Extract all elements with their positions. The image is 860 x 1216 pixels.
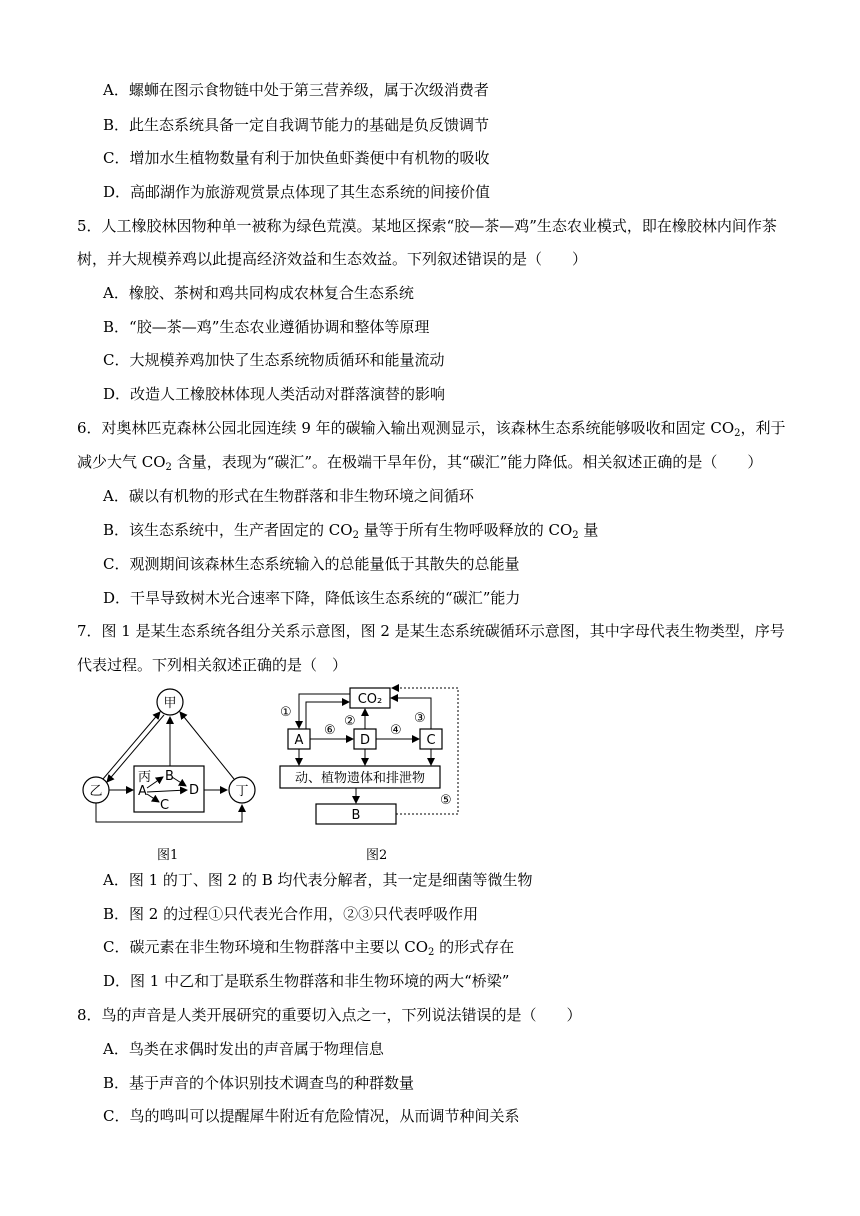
q6-option-b-text3: 量 <box>578 521 599 539</box>
q5-option-a: A．橡胶、茶树和鸡共同构成农林复合生态系统 <box>103 284 414 302</box>
q8-option-b: B．基于声音的个体识别技术调查鸟的种群数量 <box>103 1074 415 1092</box>
q6-option-d: D．干旱导致树木光合速率下降，降低该生态系统的“碳汇”能力 <box>103 589 521 607</box>
fig2-num-2: ② <box>344 714 356 729</box>
q6-stem-line1 <box>77 418 786 438</box>
fig2-num-3: ③ <box>414 711 426 726</box>
q6-option-c: C．观测期间该森林生态系统输入的总能量低于其散失的总能量 <box>103 555 520 573</box>
fig1-label-b: B <box>165 769 174 784</box>
q6-stem-line1-text-b: ，利于 <box>740 419 786 437</box>
figure-1-diagram <box>76 684 266 830</box>
fig2-label-a: A <box>294 733 304 748</box>
fig1-label-ding: 丁 <box>235 784 249 799</box>
fig2-label-c: C <box>426 733 436 748</box>
fig1-label-jia: 甲 <box>163 696 177 711</box>
q5-option-d: D．改造人工橡胶林体现人类活动对群落演替的影响 <box>103 385 446 403</box>
q4-option-a: A．螺蛳在图示食物链中处于第三营养级，属于次级消费者 <box>103 81 489 99</box>
q6-option-b-sub2: 2 <box>572 530 579 541</box>
fig2-num-5: ⑤ <box>440 793 452 808</box>
q7-option-c-text2: 的形式存在 <box>434 938 515 956</box>
q6-option-b-text1: B．该生态系统中，生产者固定的 CO <box>103 521 353 539</box>
q5-stem-line2: 树，并大规模养鸡以此提高经济效益和生态效益。下列叙述错误的是（ ） <box>77 250 588 268</box>
figure-2-diagram <box>276 684 466 830</box>
q7-option-c-text1: C．碳元素在非生物环境和生物群落中主要以 CO <box>103 938 429 956</box>
q6-option-b-text2: 量等于所有生物呼吸释放的 CO <box>358 521 573 539</box>
q5-stem-line1: 5．人工橡胶林因物种单一被称为绿色荒漠。某地区探索“胶—茶—鸡”生态农业模式，即在橡胶林内间作茶 <box>77 217 777 235</box>
q8-stem: 8．鸟的声音是人类开展研究的重要切入点之一，下列说法错误的是（ ） <box>77 1006 582 1024</box>
q4-option-b: B．此生态系统具备一定自我调节能力的基础是负反馈调节 <box>103 116 490 134</box>
fig2-num-4: ④ <box>390 723 402 738</box>
fig2-num-6: ⑥ <box>324 723 336 738</box>
q7-stem-line1: 7．图 1 是某生态系统各组分关系示意图，图 2 是某生态系统碳循环示意图，其中字母代表生物类型，序号 <box>77 622 785 640</box>
fig2-label-d: D <box>359 733 371 748</box>
fig1-label-d: D <box>189 783 200 798</box>
q6-stem-line2 <box>77 452 762 472</box>
q7-option-c-sub: 2 <box>428 947 435 958</box>
fig2-label-remains: 动、植物遗体和排泄物 <box>294 771 426 786</box>
figure-2-caption: 图2 <box>366 848 388 863</box>
q8-option-c: C．鸟的鸣叫可以提醒犀牛附近有危险情况，从而调节种间关系 <box>103 1107 520 1125</box>
q5-option-b: B．“胶—茶—鸡”生态农业遵循协调和整体等原理 <box>103 318 430 336</box>
q5-option-c: C．大规模养鸡加快了生态系统物质循环和能量流动 <box>103 351 445 369</box>
q6-stem-line1-sub: 2 <box>734 428 741 439</box>
q7-option-c <box>103 937 514 957</box>
q6-option-a: A．碳以有机物的形式在生物群落和非生物环境之间循环 <box>103 487 474 505</box>
fig2-label-b: B <box>351 808 361 823</box>
q4-option-c: C．增加水生植物数量有利于加快鱼虾粪便中有机物的吸收 <box>103 149 490 167</box>
q6-stem-line2-text-a: 减少大气 CO <box>77 453 166 471</box>
q6-option-b-sub1: 2 <box>352 530 359 541</box>
q4-option-d: D．高邮湖作为旅游观赏景点体现了其生态系统的间接价值 <box>103 183 491 201</box>
figure-1-caption: 图1 <box>157 848 179 863</box>
q6-option-b <box>103 520 598 540</box>
q6-stem-line1-text-a: 6．对奥林匹克森林公园北园连续 9 年的碳输入输出观测显示，该森林生态系统能够吸收和固定 CO <box>77 419 735 437</box>
q8-option-a: A．鸟类在求偶时发出的声音属于物理信息 <box>103 1040 384 1058</box>
fig1-label-c: C <box>160 798 170 813</box>
fig1-label-a: A <box>138 784 147 799</box>
fig1-label-yi: 乙 <box>89 784 103 799</box>
fig2-num-1: ① <box>280 705 292 720</box>
q7-option-b: B．图 2 的过程①只代表光合作用，②③只代表呼吸作用 <box>103 905 479 923</box>
q7-option-a: A．图 1 的丁、图 2 的 B 均代表分解者，其一定是细菌等微生物 <box>103 871 533 889</box>
q7-stem-line2: 代表过程。下列相关叙述正确的是（ ） <box>77 656 348 674</box>
fig1-label-bing: 丙 <box>138 770 152 785</box>
q7-option-d: D．图 1 中乙和丁是联系生物群落和非生物环境的两大“桥梁” <box>103 972 510 990</box>
fig2-label-co2: CO₂ <box>357 692 383 707</box>
q6-stem-line2-sub: 2 <box>165 462 172 473</box>
q6-stem-line2-text-b: 含量，表现为“碳汇”。在极端干旱年份，其“碳汇”能力降低。相关叙述正确的是（ ） <box>171 453 763 471</box>
